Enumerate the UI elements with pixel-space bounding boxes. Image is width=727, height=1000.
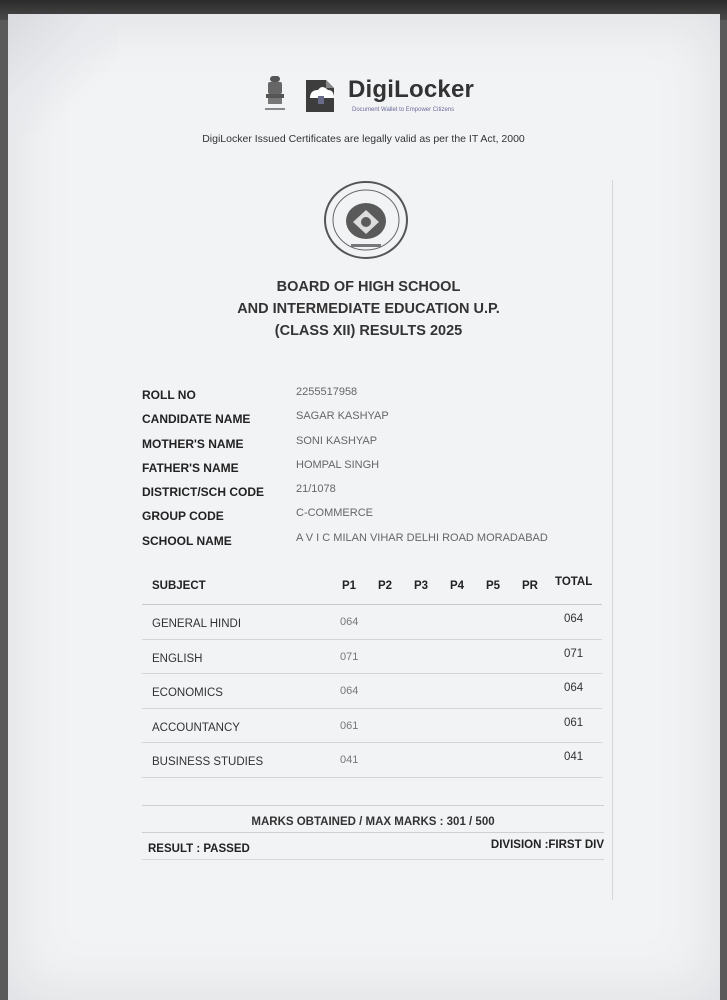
cell-total: 064 bbox=[564, 682, 584, 694]
detail-row-candidate-name bbox=[142, 412, 602, 436]
candidate-details bbox=[142, 388, 602, 558]
certificate-title bbox=[0, 276, 727, 342]
cell-total: 061 bbox=[564, 716, 584, 729]
division: DIVISION :FIRST DIV bbox=[490, 839, 604, 851]
title-line-2: AND INTERMEDIATE EDUCATION U.P. bbox=[237, 301, 500, 317]
cell-p1: 064 bbox=[340, 685, 359, 697]
table-row bbox=[142, 640, 602, 675]
cell-total: 071 bbox=[564, 647, 584, 660]
detail-label: GROUP CODE bbox=[142, 509, 224, 524]
cell-subject: GENERAL HINDI bbox=[152, 618, 242, 630]
table-row bbox=[142, 605, 602, 640]
detail-value: SAGAR KASHYAP bbox=[296, 410, 389, 423]
cell-total: 041 bbox=[564, 751, 584, 763]
detail-label: FATHER'S NAME bbox=[142, 460, 239, 475]
detail-row-roll-no bbox=[142, 388, 602, 412]
detail-row-fathers-name bbox=[142, 458, 602, 485]
detail-value: HOMPAL SINGH bbox=[296, 458, 380, 471]
cell-total: 064 bbox=[564, 613, 584, 625]
title-line-3: (CLASS XII) RESULTS 2025 bbox=[274, 323, 463, 339]
header-p2: P2 bbox=[378, 580, 393, 592]
detail-label: MOTHER'S NAME bbox=[142, 436, 244, 451]
cell-p1: 071 bbox=[340, 650, 359, 663]
detail-label: CANDIDATE NAME bbox=[142, 412, 251, 427]
detail-label: ROLL NO bbox=[142, 388, 196, 402]
detail-row-group-code bbox=[142, 509, 602, 533]
header-p5: P5 bbox=[486, 580, 501, 592]
marks-table-header bbox=[142, 572, 602, 605]
header-total: TOTAL bbox=[555, 576, 593, 588]
digilocker-header bbox=[0, 70, 727, 130]
national-emblem-icon bbox=[262, 74, 288, 114]
detail-value: 2255517958 bbox=[296, 386, 358, 398]
result-row bbox=[142, 833, 604, 860]
detail-value: A V I C MILAN VIHAR DELHI ROAD MORADABAD bbox=[296, 531, 548, 544]
legal-note: DigiLocker Issued Certificates are legally valid as per the IT Act, 2000 bbox=[202, 133, 525, 145]
brand-name: DigiLocker bbox=[348, 76, 475, 103]
header-p1: P1 bbox=[342, 580, 357, 592]
table-row bbox=[142, 709, 602, 744]
detail-label: DISTRICT/SCH CODE bbox=[142, 485, 265, 500]
detail-row-school-name bbox=[142, 531, 602, 558]
header-pr: PR bbox=[522, 580, 538, 592]
marks-obtained: MARKS OBTAINED / MAX MARKS : 301 / 500 bbox=[142, 805, 604, 833]
result-summary bbox=[142, 805, 604, 860]
result-status: RESULT : PASSED bbox=[148, 843, 250, 855]
detail-value: C-COMMERCE bbox=[296, 507, 373, 520]
cell-p1: 061 bbox=[340, 719, 359, 732]
cell-subject: ACCOUNTANCY bbox=[152, 721, 240, 734]
header-p4: P4 bbox=[450, 580, 465, 592]
header-p3: P3 bbox=[414, 580, 429, 592]
cell-subject: ECONOMICS bbox=[152, 687, 223, 699]
cell-subject: ENGLISH bbox=[152, 652, 203, 665]
detail-value: SONI KASHYAP bbox=[296, 434, 378, 447]
detail-value: 21/1078 bbox=[296, 483, 336, 496]
cell-p1: 064 bbox=[340, 616, 359, 628]
header-subject: SUBJECT bbox=[152, 580, 206, 592]
detail-row-district-code bbox=[142, 485, 602, 509]
detail-row-mothers-name bbox=[142, 434, 602, 461]
table-row bbox=[142, 743, 602, 778]
title-line-1: BOARD OF HIGH SCHOOL bbox=[276, 279, 461, 295]
cell-subject: BUSINESS STUDIES bbox=[152, 756, 264, 768]
digilocker-logo-icon bbox=[300, 76, 340, 116]
table-row bbox=[142, 674, 602, 709]
detail-label: SCHOOL NAME bbox=[142, 533, 232, 548]
cell-p1: 041 bbox=[340, 754, 359, 766]
marks-table bbox=[142, 572, 602, 778]
board-seal-icon bbox=[323, 180, 409, 260]
brand-tagline: Document Wallet to Empower Citizens bbox=[352, 107, 455, 113]
